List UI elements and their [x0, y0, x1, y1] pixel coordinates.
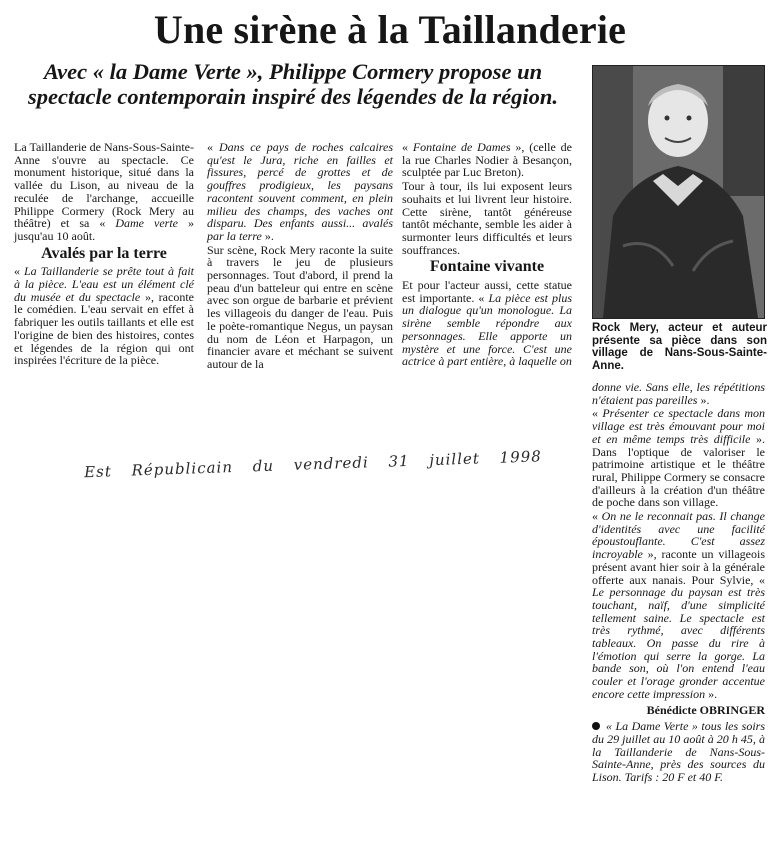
paragraph: « Fontaine de Dames », (celle de la rue Charles Nodier à Besançon, sculptée par Luc Breton). [402, 140, 573, 180]
paragraph: La Taillanderie de Nans-Sous-Sainte-Anne s'ouvre au spectacle. Ce monument historique, situé dans la vallée du Lison, au niveau de la reculée de l'archange, accueille Philippe Cormery (Rock Mery au théâtre) et sa « Dame verte » jusqu'au 10 août. [14, 140, 195, 243]
handwritten-note: Est Républicain du vendredi 31 juillet 1998 [83, 447, 543, 482]
column-4 [592, 381, 765, 785]
photo-caption: Rock Mery, acteur et auteur présente sa pièce dans son village de Nans-Sous-Sainte-Anne. [592, 322, 767, 372]
paragraph: Sur scène, Rock Mery raconte la suite à travers le jeu de plusieurs personnages. Tout d'abord, il prend la peau d'un batteleur qui entre en scène avec son orgue de barbarie et prévient les villageois du danger de l'eau. Puis le poète-romantique Negus, un paysan du nom de Léon et Harpagon, un financier avare et méchant se suivent autour de la [207, 242, 393, 371]
paragraph: « Dans ce pays de roches calcaires qu'est le Jura, riche en failles et fissures, percé de grottes et de gouffres prodigieux, les paysans racontent souvent comment, en plein milieu des champs, des vaches ont disparu. Des enfants aussi... avalés par la terre ». [207, 140, 393, 243]
subheadline: Avec « la Dame Verte », Philippe Cormery propose un spectacle contemporain inspiré des légendes de la région. [28, 59, 558, 109]
paragraph: « Présenter ce spectacle dans mon village est très émouvant pour moi et en même temps très difficile ». Dans l'optique de valoriser le patrimoine artistique et le théâtre rural, Philippe Cormery se consacre d'ailleurs à la création d'un théâtre de poche dans son village. [592, 406, 765, 510]
bullet-icon [592, 722, 600, 730]
paragraph: Tour à tour, ils lui exposent leurs souhaits et lui livrent leur histoire. Cette sirène, tantôt généreuse tantôt méchante, semble les aider à surmonter leurs difficultés et leurs souffrances. [402, 179, 572, 257]
column-1 [14, 141, 194, 368]
column-2 [207, 141, 393, 372]
author-byline: Bénédicte OBRINGER [646, 702, 765, 717]
paragraph: Et pour l'acteur aussi, cette statue est importante. « La pièce est plus un dialogue qu'un monologue. La sirène semble répondre aux personnages. Elle apporte un mystère et une force. C'est une actrice à part entière, à laquelle on [402, 278, 572, 369]
column-3 [402, 141, 572, 369]
headline: Une sirène à la Taillanderie [153, 7, 627, 52]
paragraph: « La Taillanderie se prête tout à fait à la pièce. L'eau est un élément clé du musée et du spectacle », raconte le comédien. L'eau servait en effet à fabriquer les outils taillants et elle est l'origine de bien des histoires, contes et légendes de la région qui ont inspirées l'écriture de la pièce. [14, 264, 194, 368]
section-heading: Fontaine vivante [429, 258, 545, 276]
portrait-photo [592, 65, 765, 319]
portrait-illustration [593, 66, 764, 318]
paragraph: donne vie. Sans elle, les répétitions n'étaient pas pareilles ». [592, 380, 765, 407]
section-heading: Avalés par la terre [41, 244, 167, 262]
info-box: « La Dame Verte » tous les soirs du 29 juillet au 10 août à 20 h 45, à la Taillanderie de Nans-Sous-Sainte-Anne, près des sources du Lison. Tarifs : 20 F et 40 F. [592, 719, 765, 785]
paragraph: « On ne le reconnait pas. Il change d'identités avec une facilité époustouflante. C'est assez incroyable », raconte un villageois présent avant hier soir à la générale offerte aux nanais. Pour Sylvie, « Le personnage du paysan est très touchant, naïf, d'une simplicité tellement saine. Le spectacle est très rythmé, avec différents tableaux. On passe du rire à l'émotion qui serre la gorge. La bande son, où l'on entend l'eau couler et l'orage gronder accentue encore cette impression ». [592, 509, 765, 701]
